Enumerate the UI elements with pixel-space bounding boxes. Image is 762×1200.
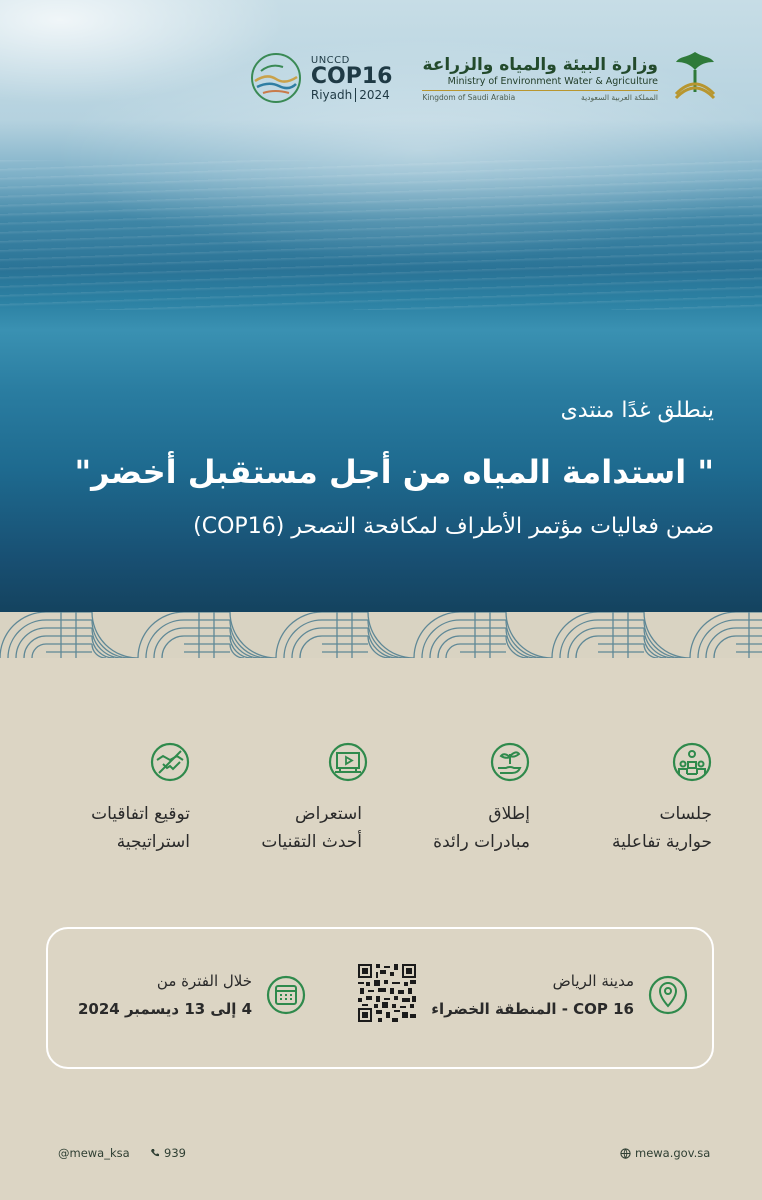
date-range: 4 إلى 13 ديسمبر 2024 [78,1000,253,1018]
location-info [431,967,688,1023]
location-city: مدينة الرياض [552,972,634,990]
hero-text-block [74,394,714,544]
globe-icon [620,1148,631,1159]
cop-org: UNCCD [310,54,350,66]
website-text: mewa.gov.sa [635,1146,711,1160]
decorative-pattern [0,612,762,658]
presentation-screen-icon [328,742,368,782]
location-zone: COP 16 - المنطقة الخضراء [431,1000,634,1018]
calendar-icon [266,975,306,1015]
ministry-name-ar: وزارة البيئة والمياه والزراعة [422,54,658,75]
feature-label: جلسات حوارية تفاعلية [612,804,712,852]
feature-label: إطلاق مبادرات رائدة [433,804,530,852]
feature-label: استعراض أحدث التقنيات [261,804,362,852]
date-label: خلال الفترة من [156,972,253,990]
feature-technologies [220,742,380,862]
water-texture [0,160,762,310]
kingdom-en: Kingdom of Saudi Arabia [422,92,516,102]
features-row [30,742,732,862]
date-info [78,967,306,1023]
ministry-logo [422,48,722,108]
website-link[interactable] [620,1146,710,1160]
feature-initiatives [394,742,554,862]
feature-sessions [572,742,732,862]
cop16-logo [249,51,393,105]
cop-title: COP16 [310,63,393,89]
phone-number[interactable] [150,1146,186,1160]
hero-headline: " استدامة المياه من أجل مستقبل أخضر" [74,453,714,491]
hero-intro: ينطلق غدًا منتدى [560,398,714,423]
cop16-emblem-icon [249,51,303,105]
event-info-box [46,927,714,1069]
people-discussion-icon [672,742,712,782]
seedling-hand-icon [490,742,530,782]
cop-city: Riyadh [310,87,353,102]
phone-text: 939 [164,1146,186,1160]
feature-label: توقيع اتفاقيات استراتيجية [91,804,190,852]
cop-year: 2024 [359,87,390,102]
phone-icon [150,1148,160,1158]
kingdom-ar: المملكة العربية السعودية [581,92,658,102]
qr-code[interactable] [358,964,416,1022]
location-pin-icon [648,975,688,1015]
hero-subline: ضمن فعاليات مؤتمر الأطراف لمكافحة التصحر (COP16) [193,514,714,539]
ministry-name-en: Ministry of Environment Water & Agriculture [447,75,658,87]
handshake-icon [150,742,190,782]
feature-agreements [30,742,190,862]
logo-bar [249,42,722,114]
social-handle-text: @mewa_ksa [58,1146,130,1160]
footer [0,1146,762,1166]
social-handle[interactable] [58,1146,130,1160]
saudi-emblem-icon [668,48,722,108]
